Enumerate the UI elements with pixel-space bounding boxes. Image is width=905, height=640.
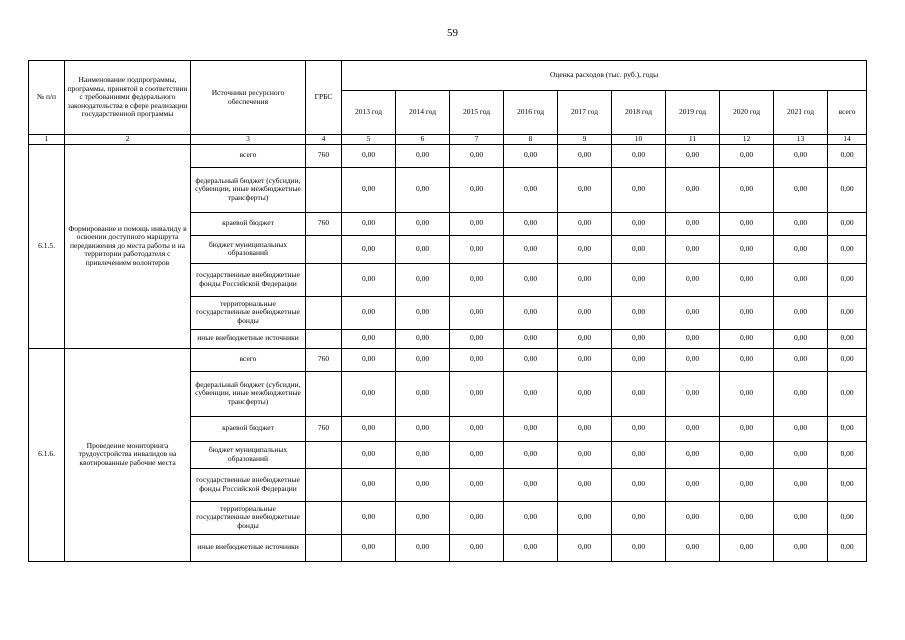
section-number: 6.1.5. (29, 144, 65, 348)
year-value: 0,00 (720, 144, 774, 167)
year-value: 0,00 (720, 329, 774, 348)
year-value: 0,00 (612, 144, 666, 167)
year-value: 0,00 (612, 212, 666, 235)
year-value: 0,00 (504, 501, 558, 534)
year-value: 0,00 (504, 167, 558, 212)
year-value: 0,00 (396, 441, 450, 468)
header-year: 2019 год (666, 91, 720, 135)
year-value: 0,00 (396, 416, 450, 441)
header-year: 2017 год (558, 91, 612, 135)
year-value: 0,00 (558, 371, 612, 416)
year-value: 0,00 (342, 235, 396, 263)
year-value: 0,00 (450, 348, 504, 371)
year-value: 0,00 (450, 501, 504, 534)
year-value: 0,00 (342, 329, 396, 348)
total-value: 0,00 (828, 534, 867, 561)
column-number: 6 (396, 135, 450, 145)
total-value: 0,00 (828, 501, 867, 534)
year-value: 0,00 (774, 501, 828, 534)
year-value: 0,00 (666, 235, 720, 263)
year-value: 0,00 (450, 212, 504, 235)
year-value: 0,00 (396, 468, 450, 501)
grbs-code: 760 (306, 348, 342, 371)
year-value: 0,00 (342, 441, 396, 468)
column-number: 7 (450, 135, 504, 145)
year-value: 0,00 (720, 416, 774, 441)
header-grbs: ГРБС (306, 61, 342, 135)
grbs-code (306, 235, 342, 263)
year-value: 0,00 (720, 371, 774, 416)
grbs-code (306, 468, 342, 501)
year-value: 0,00 (342, 348, 396, 371)
header-total: всего (828, 91, 867, 135)
year-value: 0,00 (504, 329, 558, 348)
section-number: 6.1.6. (29, 348, 65, 561)
funding-source: территориальные государственные внебюджетные фонды (191, 501, 306, 534)
header-year: 2018 год (612, 91, 666, 135)
funding-source: краевой бюджет (191, 416, 306, 441)
year-value: 0,00 (396, 348, 450, 371)
year-value: 0,00 (504, 296, 558, 329)
year-value: 0,00 (504, 468, 558, 501)
year-value: 0,00 (774, 348, 828, 371)
column-number: 2 (65, 135, 191, 145)
year-value: 0,00 (396, 296, 450, 329)
year-value: 0,00 (558, 416, 612, 441)
year-value: 0,00 (504, 348, 558, 371)
year-value: 0,00 (666, 534, 720, 561)
year-value: 0,00 (612, 468, 666, 501)
year-value: 0,00 (720, 348, 774, 371)
header-sources: Источники ресурсного обеспечения (191, 61, 306, 135)
total-value: 0,00 (828, 263, 867, 296)
total-value: 0,00 (828, 329, 867, 348)
year-value: 0,00 (720, 263, 774, 296)
year-value: 0,00 (450, 441, 504, 468)
year-value: 0,00 (558, 534, 612, 561)
year-value: 0,00 (396, 263, 450, 296)
year-value: 0,00 (666, 296, 720, 329)
column-number: 14 (828, 135, 867, 145)
total-value: 0,00 (828, 212, 867, 235)
year-value: 0,00 (558, 296, 612, 329)
total-value: 0,00 (828, 468, 867, 501)
year-value: 0,00 (720, 212, 774, 235)
funding-source: краевой бюджет (191, 212, 306, 235)
year-value: 0,00 (774, 167, 828, 212)
year-value: 0,00 (558, 263, 612, 296)
table-row (29, 144, 867, 167)
year-value: 0,00 (612, 167, 666, 212)
year-value: 0,00 (342, 501, 396, 534)
header-estimate: Оценка расходов (тыс. руб.), годы (342, 61, 867, 91)
year-value: 0,00 (666, 212, 720, 235)
year-value: 0,00 (396, 534, 450, 561)
year-value: 0,00 (342, 212, 396, 235)
year-value: 0,00 (612, 416, 666, 441)
header-name: Наименование подпрограммы, программы, принятой в соответствии с требованиями федерального законодательства в сфере реализации государственной программы (65, 61, 191, 135)
funding-source: всего (191, 144, 306, 167)
year-value: 0,00 (504, 534, 558, 561)
grbs-code (306, 441, 342, 468)
year-value: 0,00 (558, 441, 612, 468)
year-value: 0,00 (558, 329, 612, 348)
grbs-code (306, 263, 342, 296)
year-value: 0,00 (504, 371, 558, 416)
table-body (29, 144, 867, 561)
column-number: 12 (720, 135, 774, 145)
year-value: 0,00 (720, 167, 774, 212)
year-value: 0,00 (450, 235, 504, 263)
year-value: 0,00 (666, 371, 720, 416)
year-value: 0,00 (342, 296, 396, 329)
year-value: 0,00 (666, 348, 720, 371)
funding-source: бюджет муниципальных образований (191, 235, 306, 263)
header-num: № п/п (29, 61, 65, 135)
year-value: 0,00 (774, 212, 828, 235)
year-value: 0,00 (450, 534, 504, 561)
year-value: 0,00 (558, 235, 612, 263)
year-value: 0,00 (666, 329, 720, 348)
year-value: 0,00 (774, 371, 828, 416)
year-value: 0,00 (450, 329, 504, 348)
column-number: 5 (342, 135, 396, 145)
year-value: 0,00 (342, 263, 396, 296)
year-value: 0,00 (342, 534, 396, 561)
header-year: 2020 год (720, 91, 774, 135)
year-value: 0,00 (396, 235, 450, 263)
year-value: 0,00 (396, 329, 450, 348)
year-value: 0,00 (720, 296, 774, 329)
total-value: 0,00 (828, 167, 867, 212)
year-value: 0,00 (450, 371, 504, 416)
year-value: 0,00 (612, 501, 666, 534)
year-value: 0,00 (450, 468, 504, 501)
column-number-row (29, 135, 867, 145)
header-year: 2013 год (342, 91, 396, 135)
column-number: 13 (774, 135, 828, 145)
year-value: 0,00 (558, 501, 612, 534)
year-value: 0,00 (666, 501, 720, 534)
year-value: 0,00 (396, 371, 450, 416)
year-value: 0,00 (774, 534, 828, 561)
expenses-table (28, 60, 867, 562)
grbs-code: 760 (306, 212, 342, 235)
year-value: 0,00 (342, 144, 396, 167)
column-number: 4 (306, 135, 342, 145)
year-value: 0,00 (612, 441, 666, 468)
year-value: 0,00 (504, 144, 558, 167)
year-value: 0,00 (504, 235, 558, 263)
year-value: 0,00 (396, 144, 450, 167)
year-value: 0,00 (558, 348, 612, 371)
total-value: 0,00 (828, 144, 867, 167)
total-value: 0,00 (828, 235, 867, 263)
year-value: 0,00 (612, 329, 666, 348)
grbs-code (306, 296, 342, 329)
funding-source: государственные внебюджетные фонды Российской Федерации (191, 468, 306, 501)
funding-source: всего (191, 348, 306, 371)
total-value: 0,00 (828, 416, 867, 441)
column-number: 8 (504, 135, 558, 145)
year-value: 0,00 (396, 501, 450, 534)
year-value: 0,00 (450, 263, 504, 296)
year-value: 0,00 (558, 468, 612, 501)
year-value: 0,00 (558, 212, 612, 235)
funding-source: государственные внебюджетные фонды Российской Федерации (191, 263, 306, 296)
year-value: 0,00 (612, 263, 666, 296)
column-number: 3 (191, 135, 306, 145)
year-value: 0,00 (342, 468, 396, 501)
year-value: 0,00 (774, 263, 828, 296)
year-value: 0,00 (504, 212, 558, 235)
section-name: Проведение мониторинга трудоустройства инвалидов на квотированные рабочие места (65, 348, 191, 561)
year-value: 0,00 (774, 441, 828, 468)
funding-source: федеральный бюджет (субсидии, субвенции, иные межбюджетные трансферты) (191, 371, 306, 416)
year-value: 0,00 (774, 144, 828, 167)
total-value: 0,00 (828, 441, 867, 468)
year-value: 0,00 (774, 296, 828, 329)
year-value: 0,00 (720, 468, 774, 501)
year-value: 0,00 (666, 167, 720, 212)
year-value: 0,00 (558, 167, 612, 212)
column-number: 1 (29, 135, 65, 145)
year-value: 0,00 (720, 501, 774, 534)
page-number: 59 (447, 27, 458, 39)
funding-source: федеральный бюджет (субсидии, субвенции, иные межбюджетные трансферты) (191, 167, 306, 212)
year-value: 0,00 (612, 348, 666, 371)
year-value: 0,00 (612, 296, 666, 329)
header-year: 2016 год (504, 91, 558, 135)
grbs-code (306, 329, 342, 348)
grbs-code (306, 534, 342, 561)
column-number: 11 (666, 135, 720, 145)
year-value: 0,00 (342, 167, 396, 212)
total-value: 0,00 (828, 296, 867, 329)
total-value: 0,00 (828, 348, 867, 371)
year-value: 0,00 (504, 263, 558, 296)
year-value: 0,00 (774, 329, 828, 348)
header-year: 2021 год (774, 91, 828, 135)
grbs-code (306, 501, 342, 534)
header-year: 2014 год (396, 91, 450, 135)
funding-source: иные внебюджетные источники (191, 534, 306, 561)
funding-source: бюджет муниципальных образований (191, 441, 306, 468)
year-value: 0,00 (774, 235, 828, 263)
year-value: 0,00 (720, 534, 774, 561)
grbs-code: 760 (306, 416, 342, 441)
section-name: Формирование и помощь инвалиду в освоении доступного маршрута передвижения до места работы и на территории работодателя с привлечением волонтеров (65, 144, 191, 348)
funding-source: иные внебюджетные источники (191, 329, 306, 348)
year-value: 0,00 (666, 441, 720, 468)
table-row (29, 348, 867, 371)
column-number: 10 (612, 135, 666, 145)
funding-source: территориальные государственные внебюджетные фонды (191, 296, 306, 329)
total-value: 0,00 (828, 371, 867, 416)
year-value: 0,00 (396, 212, 450, 235)
year-value: 0,00 (720, 235, 774, 263)
year-value: 0,00 (558, 144, 612, 167)
year-value: 0,00 (612, 371, 666, 416)
year-value: 0,00 (666, 416, 720, 441)
year-value: 0,00 (450, 144, 504, 167)
grbs-code (306, 371, 342, 416)
grbs-code: 760 (306, 144, 342, 167)
year-value: 0,00 (342, 371, 396, 416)
year-value: 0,00 (720, 441, 774, 468)
year-value: 0,00 (612, 235, 666, 263)
year-value: 0,00 (450, 416, 504, 441)
year-value: 0,00 (666, 468, 720, 501)
year-value: 0,00 (774, 416, 828, 441)
year-value: 0,00 (666, 263, 720, 296)
year-value: 0,00 (396, 167, 450, 212)
year-value: 0,00 (504, 441, 558, 468)
grbs-code (306, 167, 342, 212)
year-value: 0,00 (450, 167, 504, 212)
header-year: 2015 год (450, 91, 504, 135)
year-value: 0,00 (504, 416, 558, 441)
year-value: 0,00 (774, 468, 828, 501)
year-value: 0,00 (342, 416, 396, 441)
year-value: 0,00 (666, 144, 720, 167)
column-number: 9 (558, 135, 612, 145)
year-value: 0,00 (612, 534, 666, 561)
year-value: 0,00 (450, 296, 504, 329)
